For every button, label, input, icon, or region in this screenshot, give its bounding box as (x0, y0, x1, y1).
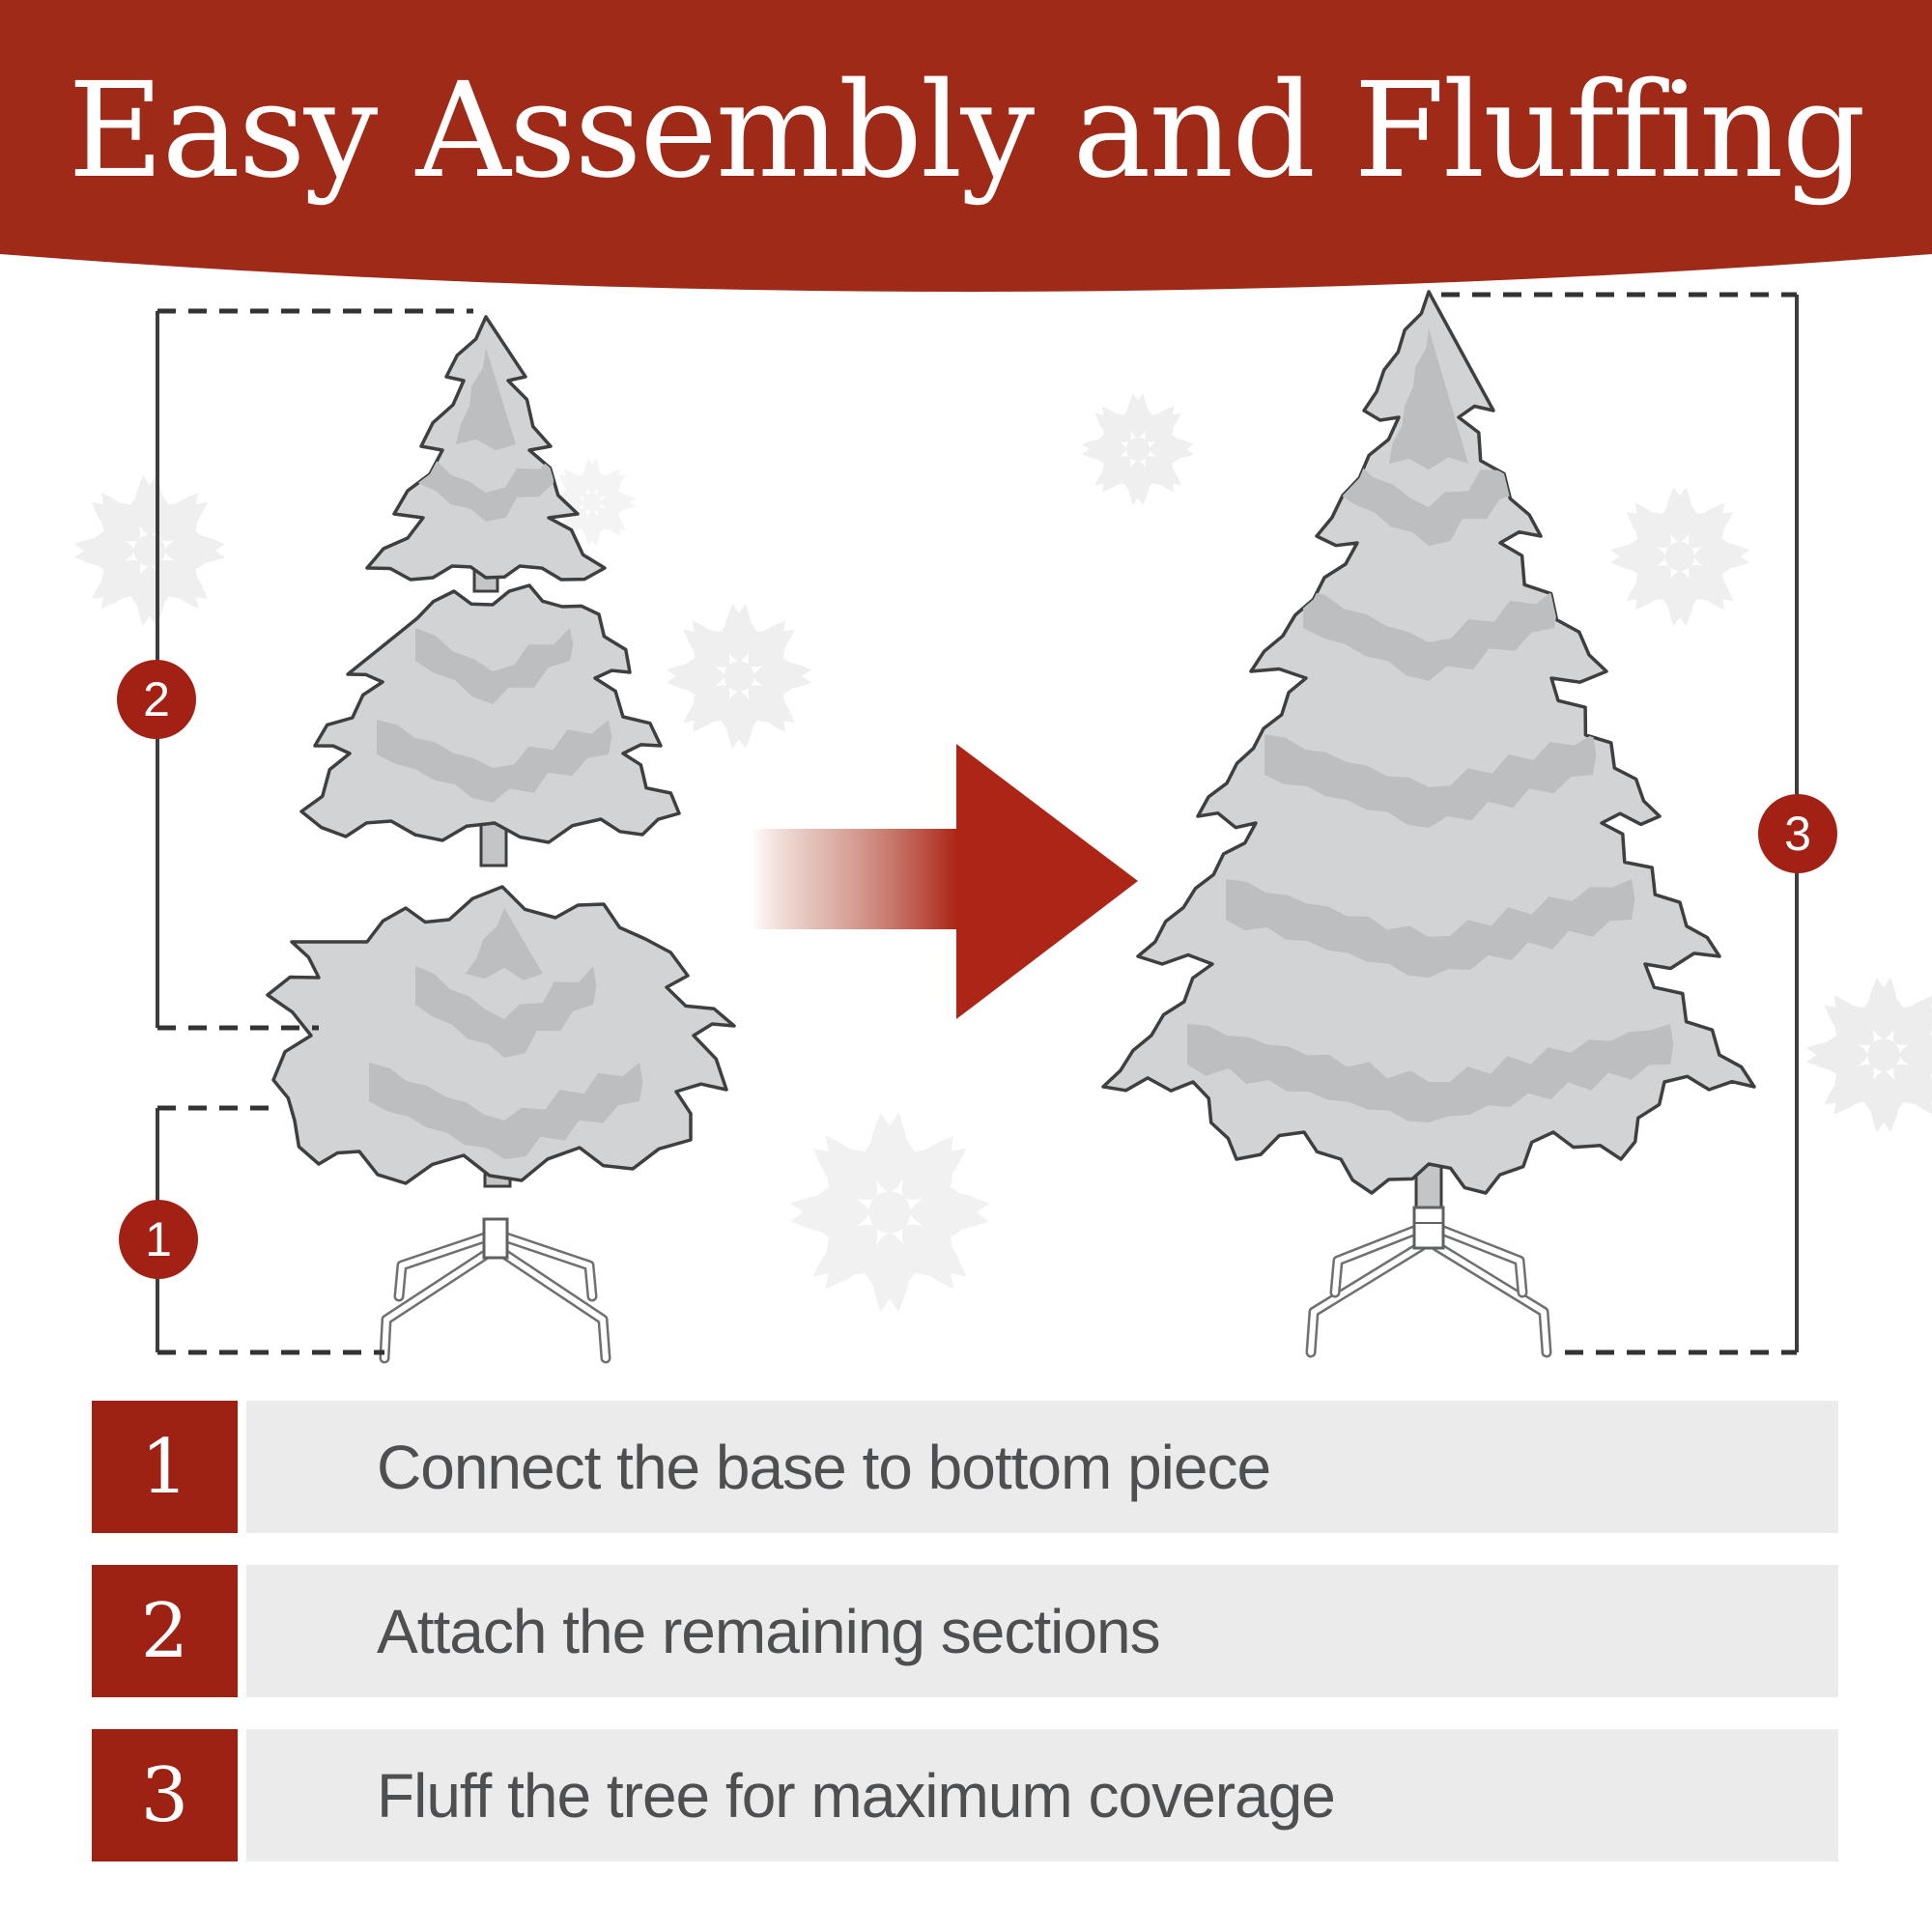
badge-step-2 (117, 660, 196, 739)
snowflake-icon (74, 475, 225, 626)
step-3-text: Fluff the tree for maximum coverage (246, 1729, 1838, 1861)
snowflake-icon (1082, 393, 1194, 505)
tree-middle-section-icon (301, 585, 679, 842)
snowflake-icon (790, 1113, 989, 1312)
tree-stand-icon-left (384, 1219, 606, 1358)
tree-bottom-section-icon (268, 887, 734, 1183)
step-1-text: Connect the base to bottom piece (246, 1401, 1838, 1533)
badge-step-1 (119, 1200, 198, 1279)
badge-2-label: 2 (143, 672, 170, 726)
step-1-number: 1 (92, 1401, 238, 1533)
assembly-arrow-icon (751, 744, 1138, 1019)
snowflake-icon (1806, 978, 1932, 1132)
step-2-number: 2 (92, 1565, 238, 1697)
step-3-number: 3 (92, 1729, 238, 1861)
badge-1-label: 1 (145, 1212, 172, 1266)
snowflake-icon (667, 604, 811, 749)
step-2-text: Attach the remaining sections (246, 1565, 1838, 1697)
page-title: Easy Assembly and Fluffing (68, 55, 1864, 208)
step-row-1 (0, 1401, 1932, 1533)
step-row-2 (0, 1565, 1932, 1697)
assembled-tree-icon (1103, 292, 1754, 1193)
tree-top-section-icon (367, 317, 605, 580)
badge-step-3 (1758, 794, 1837, 873)
tree-stand-icon-right (1311, 1208, 1547, 1352)
step-row-3 (0, 1729, 1932, 1861)
badge-3-label: 3 (1784, 807, 1811, 861)
snowflake-icon (1610, 487, 1749, 626)
